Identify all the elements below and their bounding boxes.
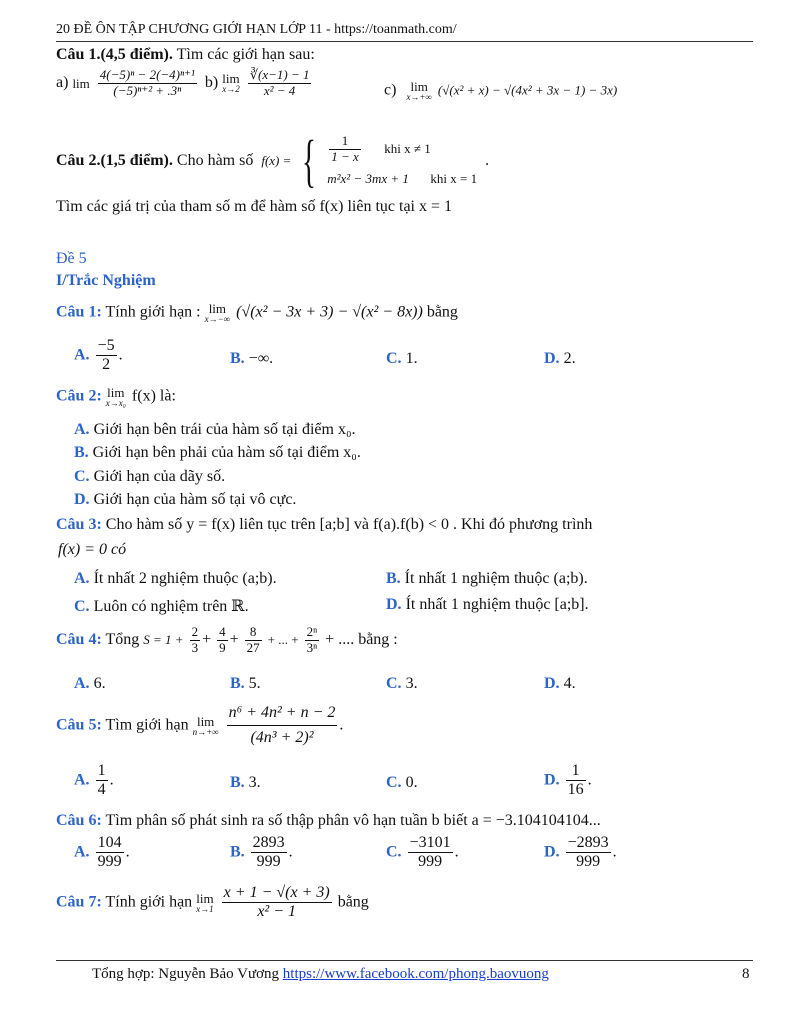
q2-option-d[interactable]: D. Giới hạn của hàm số tại vô cực. (74, 491, 297, 508)
q4-option-c[interactable]: C. 3. (386, 675, 418, 692)
question-2: Câu 2: lim x→x₀ f(x) là: (56, 385, 176, 408)
q1b-fraction: $\frac{∛(x-1) - 1}{\text{x² − 4}}$ (249, 67, 310, 98)
q2-option-b[interactable]: B. Giới hạn bên phải của hàm số tại điểm x₀. (74, 444, 361, 461)
question-3-line2: f(x) = 0 có (58, 541, 127, 558)
footer-rule (56, 960, 753, 961)
cases-brace: { (302, 128, 317, 193)
q1-option-d[interactable]: D. 2. (544, 350, 576, 367)
q1-option-c[interactable]: C. 1. (386, 350, 418, 367)
q6-option-a[interactable]: A. $\frac{104}{999}$ . (74, 834, 130, 871)
q3-option-d[interactable]: D. Ít nhất 1 nghiệm thuộc [a;b]. (386, 596, 589, 613)
header-rule (56, 41, 753, 42)
q6-option-d[interactable]: D. $\frac{-2893}{999}$ . (544, 834, 617, 871)
q6-option-c[interactable]: C. $\frac{-3101}{999}$ . (386, 834, 459, 871)
q1a-fraction: $\frac{\text{4(−5)ⁿ − 2(−4)ⁿ⁺¹}}{\text{(−5)ⁿ⁺² + .3ⁿ}}$ (99, 67, 195, 98)
q4-option-d[interactable]: D. 4. (544, 675, 576, 692)
exam-subtitle: I/Trắc Nghiệm (56, 272, 156, 289)
piecewise-cases: $\frac{1}{1 - x}$ khi x ≠ 1 m²x² − 3mx + 1 khi x = 1 (327, 133, 478, 186)
section-q1: Câu 1.(4,5 điểm). Tìm các giới hạn sau: (56, 46, 315, 63)
section-q1-c: c) lim x→+∞ (√(x² + x) − √(4x² + 3x − 1) − 3x) (384, 79, 618, 102)
question-4: Câu 4: Tổng S = 1 + $\frac{2}{3}$ + $\frac{4}{9}$ + $\frac{8}{27}$ + ... + $\frac{\text{2ⁿ}}{\text{3ⁿ}}$ + .... bằng : (56, 624, 398, 655)
page-header: 20 ĐỀ ÔN TẬP CHƯƠNG GIỚI HẠN LỚP 11 - https://toanmath.com/ (56, 22, 457, 37)
question-6: Câu 6: Tìm phân số phát sinh ra số thập phân vô hạn tuần b biết a = −3.104104104... (56, 812, 601, 829)
question-7: Câu 7: Tính giới hạn lim x→1 $\frac{x + 1 - √(x + 3)}{\text{x² − 1}}$ bằng (56, 884, 369, 921)
page-number: 8 (742, 966, 750, 982)
q5-option-c[interactable]: C. 0. (386, 774, 418, 791)
q5-option-a[interactable]: A. $\frac{1}{4}$ . (74, 762, 114, 799)
section-q2-line2: Tìm các giá trị của tham số m để hàm số f(x) liên tục tại x = 1 (56, 198, 453, 215)
section-q1-parts: a) lim $\frac{\text{4(−5)ⁿ − 2(−4)ⁿ⁺¹}}{\text{(−5)ⁿ⁺² + .3ⁿ}}$ b) lim x→2 $\frac{∛(x-1) - 1}{\text{x² − 4}}$ (56, 67, 310, 98)
section-q2: Câu 2.(1,5 điểm). Cho hàm số f(x) = { $\frac{1}{1 - x}$ khi x ≠ 1 m²x² − 3mx + 1 khi x = 1 . (56, 128, 490, 193)
q3-option-c[interactable]: C. Luôn có nghiệm trên ℝ. (74, 598, 249, 615)
footer-link[interactable]: https://www.facebook.com/phong.baovuong (282, 966, 549, 982)
q5-option-d[interactable]: D. $\frac{1}{16}$ . (544, 762, 592, 799)
exam-title: Đề 5 (56, 250, 87, 267)
q1-option-a[interactable]: A. $\frac{-5}{2}$ . (74, 337, 123, 374)
q4-option-a[interactable]: A. 6. (74, 675, 106, 692)
q3-option-b[interactable]: B. Ít nhất 1 nghiệm thuộc (a;b). (386, 570, 588, 587)
footer: Tổng hợp: Nguyễn Bảo Vương https://www.facebook.com/phong.baovuong (92, 966, 549, 982)
q4-option-b[interactable]: B. 5. (230, 675, 261, 692)
q5-option-b[interactable]: B. 3. (230, 774, 261, 791)
question-3: Câu 3: Cho hàm số y = f(x) liên tục trên [a;b] và f(a).f(b) < 0 . Khi đó phương trình (56, 516, 593, 533)
q2-option-a[interactable]: A. Giới hạn bên trái của hàm số tại điểm x₀. (74, 421, 356, 438)
q2-option-c[interactable]: C. Giới hạn của dãy số. (74, 468, 226, 485)
question-1: Câu 1: Tính giới hạn : lim x→−∞ (√(x² − 3x + 3) − √(x² − 8x)) bằng (56, 301, 458, 324)
question-5: Câu 5: Tìm giới hạn lim n→+∞ $\frac{\text{n⁶ + 4n² + n − 2}}{\text{(4n³ + 2)²}}$ . (56, 704, 344, 747)
q1-option-b[interactable]: B. −∞. (230, 350, 274, 367)
q3-option-a[interactable]: A. Ít nhất 2 nghiệm thuộc (a;b). (74, 570, 277, 587)
q6-option-b[interactable]: B. $\frac{2893}{999}$ . (230, 834, 293, 871)
